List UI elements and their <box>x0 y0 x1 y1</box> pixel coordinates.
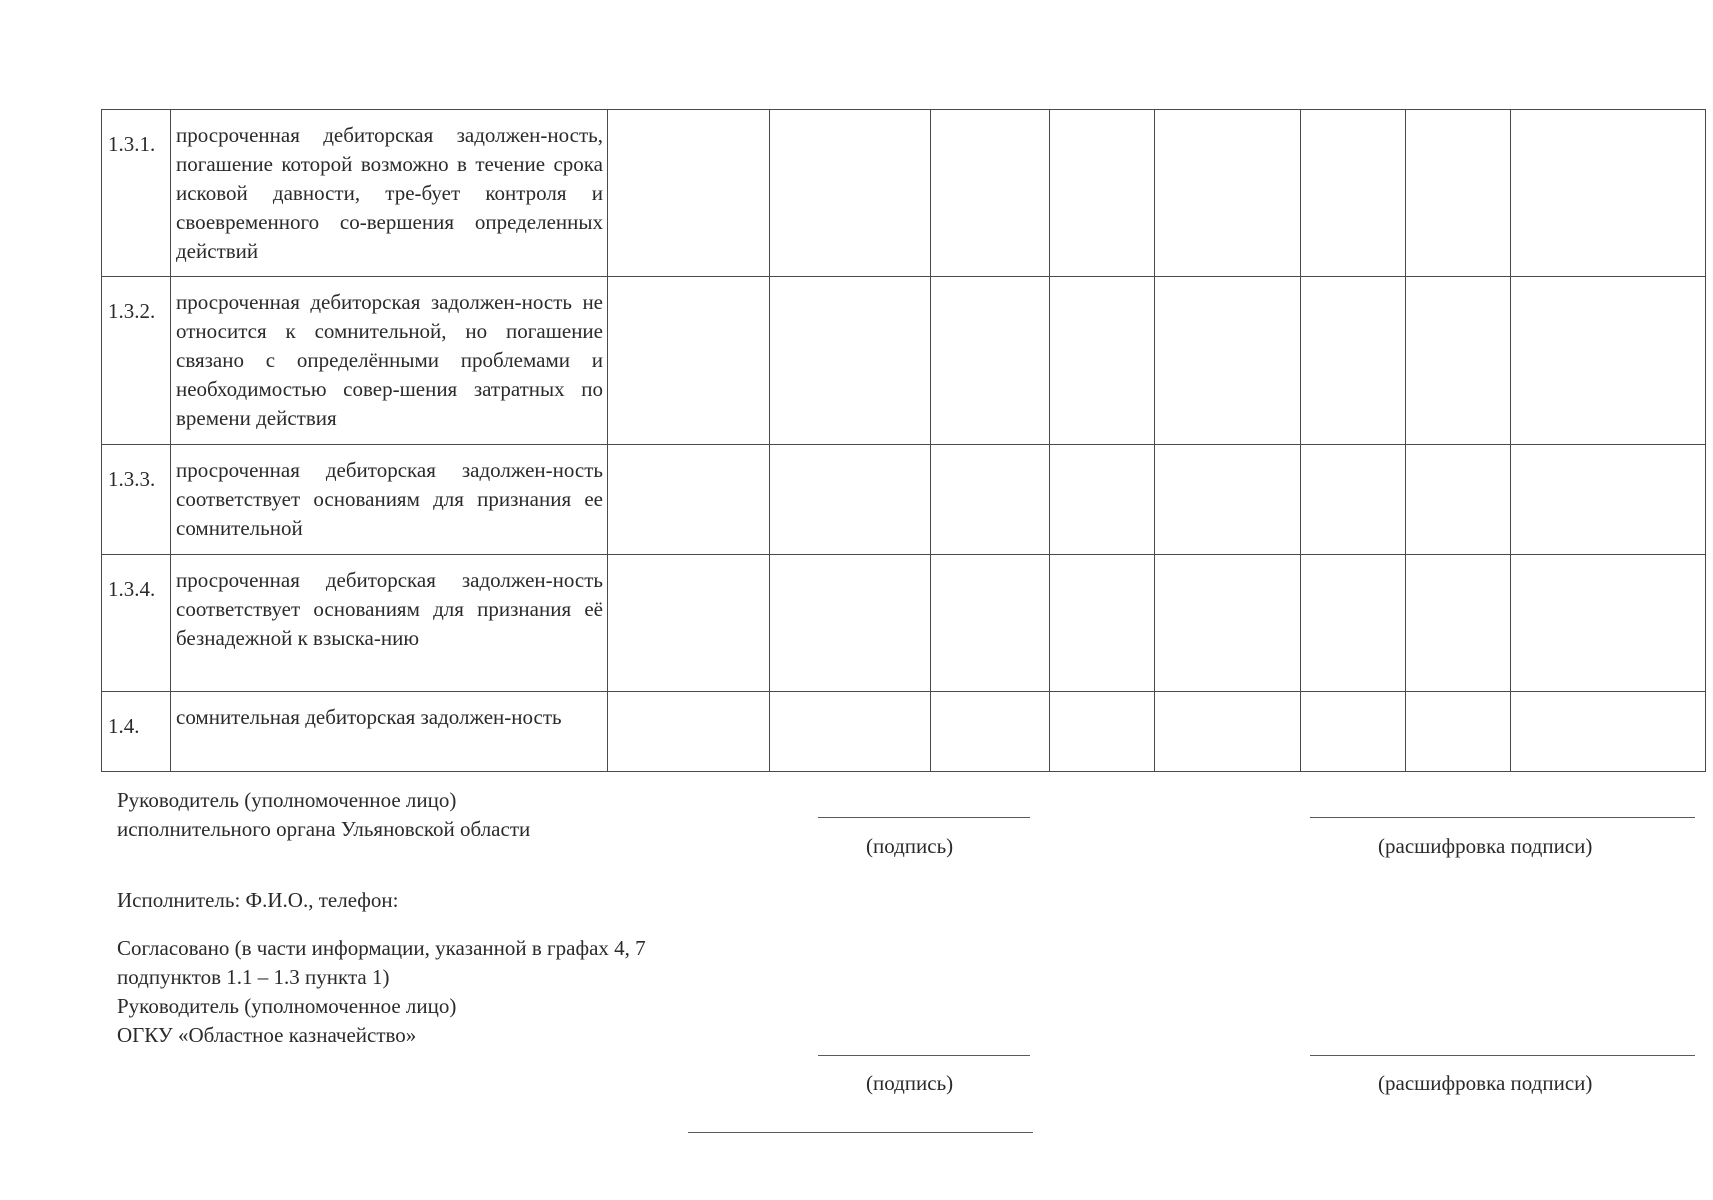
table-cell <box>770 277 931 445</box>
table-cell <box>1511 692 1706 772</box>
row-number: 1.3.2. <box>102 277 171 445</box>
table-cell <box>931 692 1050 772</box>
table-cell <box>770 445 931 555</box>
table-row <box>102 692 1706 772</box>
row-number: 1.3.1. <box>102 110 171 277</box>
table-cell <box>1050 555 1155 692</box>
table-cell <box>931 555 1050 692</box>
table-cell <box>1406 445 1511 555</box>
executor-line: Исполнитель: Ф.И.О., телефон: <box>117 888 399 912</box>
decode-signature-line <box>1310 817 1695 818</box>
row-description: просроченная дебиторская задолжен-ность не относится к сомнительной, но погашение связано с определёнными проблемами и необходимостью совер-шения затратных по времени действия <box>171 277 608 445</box>
table-cell <box>608 445 770 555</box>
row-number: 1.3.3. <box>102 445 171 555</box>
table-cell <box>1511 277 1706 445</box>
table-cell <box>608 277 770 445</box>
decode-caption-2: (расшифровка подписи) <box>1378 1071 1593 1095</box>
table-cell <box>1511 110 1706 277</box>
table-cell <box>1301 445 1406 555</box>
table-cell <box>1301 692 1406 772</box>
table-cell <box>1050 692 1155 772</box>
table-cell <box>1301 277 1406 445</box>
head-title-line-2: исполнительного органа Ульяновской области <box>117 817 531 841</box>
table-row <box>102 445 1706 555</box>
closing-separator-line <box>688 1132 1033 1133</box>
table-cell <box>1050 445 1155 555</box>
table-cell <box>1511 445 1706 555</box>
table-cell <box>1155 692 1301 772</box>
table-cell <box>1155 277 1301 445</box>
table-cell <box>931 277 1050 445</box>
table-cell <box>770 692 931 772</box>
table-cell <box>608 110 770 277</box>
row-number: 1.3.4. <box>102 555 171 692</box>
table-cell <box>1406 110 1511 277</box>
table-cell <box>1155 110 1301 277</box>
table-cell <box>608 692 770 772</box>
row-description: сомнительная дебиторская задолжен-ность <box>171 692 608 772</box>
table-cell <box>770 555 931 692</box>
table-row <box>102 110 1706 277</box>
head-title-line-1: Руководитель (уполномоченное лицо) <box>117 788 457 812</box>
row-description: просроченная дебиторская задолжен-ность соответствует основаниям для признания её безнадежной к взыска-нию <box>171 555 608 692</box>
table-cell <box>1050 277 1155 445</box>
table-cell <box>1301 110 1406 277</box>
decode-signature-line-2 <box>1310 1055 1695 1056</box>
receivables-table <box>101 109 1706 772</box>
signature-line <box>818 817 1030 818</box>
table-cell <box>1155 445 1301 555</box>
signature-caption: (подпись) <box>866 834 954 858</box>
table-cell <box>1050 110 1155 277</box>
table-row <box>102 277 1706 445</box>
agreed-line-1: Согласовано (в части информации, указанной в графах 4, 7 <box>117 936 646 960</box>
table-cell <box>1301 555 1406 692</box>
table-cell <box>1511 555 1706 692</box>
signature-line-2 <box>818 1055 1030 1056</box>
row-description: просроченная дебиторская задолжен-ность, погашение которой возможно в течение срока исковой давности, тре-бует контроля и своевременного со-вершения определенных действий <box>171 110 608 277</box>
agreed-line-3: Руководитель (уполномоченное лицо) <box>117 994 457 1018</box>
row-description: просроченная дебиторская задолжен-ность соответствует основаниям для признания ее сомнительной <box>171 445 608 555</box>
table-cell <box>1406 277 1511 445</box>
table-cell <box>608 555 770 692</box>
decode-caption: (расшифровка подписи) <box>1378 834 1593 858</box>
signature-caption-2: (подпись) <box>866 1071 954 1095</box>
table-cell <box>931 445 1050 555</box>
table-row <box>102 555 1706 692</box>
agreed-line-2: подпунктов 1.1 – 1.3 пункта 1) <box>117 965 390 989</box>
table-cell <box>1406 555 1511 692</box>
table-cell <box>931 110 1050 277</box>
agreed-line-4: ОГКУ «Областное казначейство» <box>117 1023 417 1047</box>
table-cell <box>1406 692 1511 772</box>
table-cell <box>770 110 931 277</box>
table-cell <box>1155 555 1301 692</box>
row-number: 1.4. <box>102 692 171 772</box>
